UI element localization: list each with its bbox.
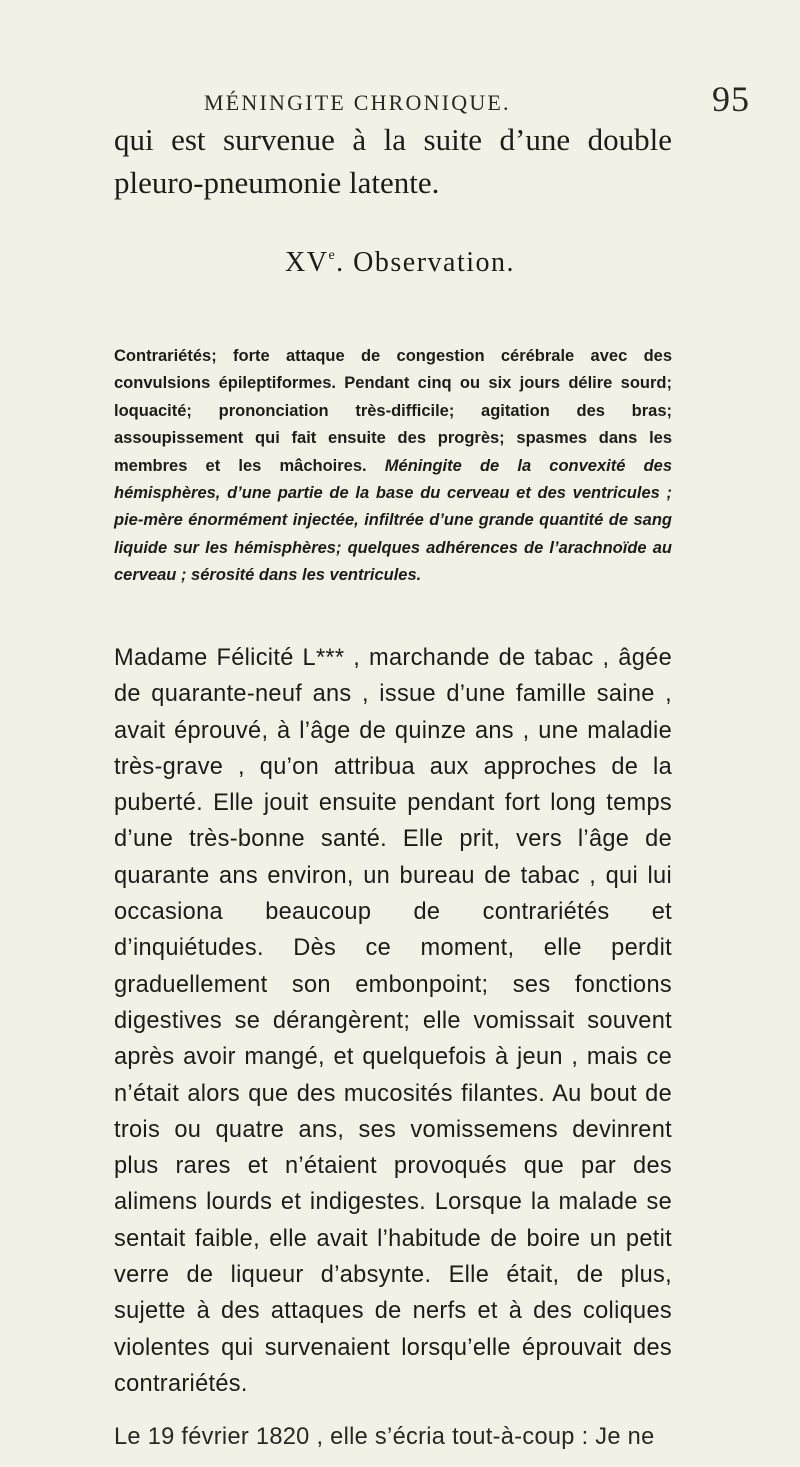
running-head <box>0 78 800 118</box>
narrative-paragraph-2: Le 19 février 1820 , elle s’écria tout-à-coup : Je ne <box>114 1424 655 1450</box>
observation-number-suffix: e <box>328 248 337 263</box>
observation-label: . Observation. <box>336 247 516 278</box>
summary-autopsy: Méningite de la convexité des hémisphères, d’une partie de la base du cerveau et des ventricules ; pie-mère énormément injectée, infiltrée d’une grande quantité de sang liquide sur les hémisphères; quelques adhérences de l’arachnoïde au cerveau ; sérosité dans les ventricules. <box>114 456 673 585</box>
running-title: MÉNINGITE CHRONIQUE. <box>204 90 511 115</box>
case-narrative <box>114 640 672 1402</box>
narrative-paragraph-1: Madame Félicité L*** , marchande de tabac , âgée de quarante-neuf ans , issue d’une famille saine , avait éprouvé, à l’âge de quinze ans , une maladie très-grave , qu’on attribua aux approches de la puberté. Elle jouit ensuite pendant fort long temps d’une très-bonne santé. Elle prit, vers l’âge de quarante ans environ, un bureau de tabac , qui lui occasiona beaucoup de contrariétés et d’inquiétudes. Dès ce moment, elle perdit graduellement son embonpoint; ses fonctions digestives se dérangèrent; elle vomissait souvent après avoir mangé, et quelquefois à jeun , mais ce n’était alors que des mucosités filantes. Au bout de trois ou quatre ans, ses vomissemens devinrent plus rares et n’étaient provoqués que par des alimens lourds et indigestes. Lorsque la malade se sentait faible, elle avait l’habitude de boire un petit verre de liqueur d’absynte. Elle était, de plus, sujette à des attaques de nerfs et à des coliques violentes qui survenaient lorsqu’elle éprouvait des contrariétés. <box>114 645 672 1397</box>
observation-number: XV <box>284 247 329 278</box>
case-summary <box>114 343 672 590</box>
observation-heading <box>0 247 800 279</box>
summary-symptoms: Contrariétés; forte attaque de congestion cérébrale avec des convulsions épileptiformes. Pendant cinq ou six jours délire sourd; loquacité; prononciation très-difficile; agitation des bras; assoupissement qui fait ensuite des progrès; spasmes dans les membres et les mâchoires. <box>114 347 672 475</box>
intro-paragraph: qui est survenue à la suite d’une double pleuro-pneumonie latente. <box>114 122 672 200</box>
page-number: 95 <box>712 79 750 119</box>
